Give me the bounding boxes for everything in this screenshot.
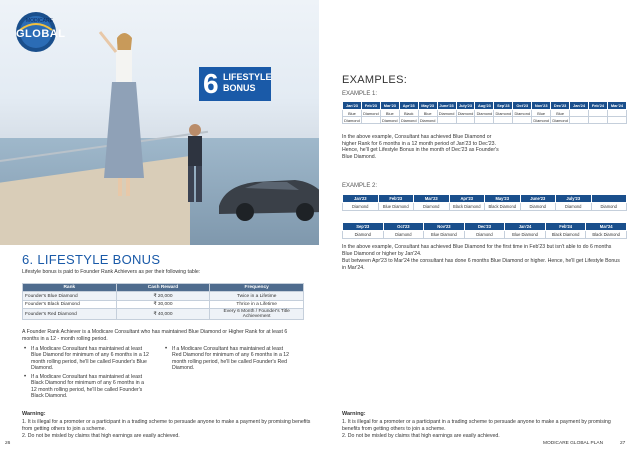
example-cell: Blue: [380, 110, 399, 117]
example-header: Jan'24: [570, 102, 589, 110]
example-cell: Blue Diamond: [505, 231, 546, 239]
example-cell: Diamond: [495, 110, 512, 116]
example-1-table: [342, 101, 627, 124]
section-title: 6. LIFESTYLE BONUS: [22, 252, 161, 267]
badge-line1: LIFESTYLE: [223, 72, 272, 82]
example-cell: Diamond: [383, 231, 424, 239]
example-cell: Diamond: [591, 203, 627, 211]
footer-label: MODICARE GLOBAL PLAN: [543, 441, 604, 446]
example-header: Apr'23: [399, 102, 418, 110]
example-header: Jan'23: [343, 102, 362, 110]
bullet-dot: •: [24, 374, 27, 380]
bullet-dot: •: [165, 346, 168, 352]
table-cell: ₹ 40,000: [116, 309, 210, 320]
example-cell: Diamond: [382, 117, 398, 123]
example-header: Dec'23: [551, 102, 570, 110]
example-cell: Diamond: [464, 231, 505, 239]
page-number-left: 26: [5, 441, 11, 446]
table-row: [23, 300, 304, 308]
example-cell: [513, 117, 532, 124]
example-cell: Diamond: [533, 117, 549, 123]
example-cell: Diamond: [400, 117, 417, 123]
example-2-table-b: [342, 222, 627, 239]
table-cell: ₹ 30,000: [116, 300, 210, 308]
logo-main-text: GLOBAL: [16, 28, 66, 40]
example-cell: [607, 117, 626, 124]
bullet-blue-diamond: If a Modicare Consultant has maintained at least Blue Diamond for minimum of any 6 months in a 12 month rolling period, he'll be called Founder's Blue Diamond.: [31, 346, 149, 372]
example-cell: Black Diamond: [449, 203, 485, 211]
example-header: May'23: [485, 195, 521, 203]
example-cell: Black: [399, 110, 418, 117]
example-cell: [588, 110, 607, 117]
example-header: Sep'23: [343, 223, 384, 231]
lifestyle-bonus-badge: [199, 67, 271, 101]
example-header: June'23: [520, 195, 556, 203]
example-2-explanation-1: In the above example, Consultant has achieved Blue Diamond for the first time in Feb'23 but isn't able to do 6 months Blue Diamond or higher by Jan'24.: [342, 244, 612, 257]
example-header: Feb'24: [588, 102, 607, 110]
table-row: [23, 292, 304, 300]
example-header: Nov'23: [424, 223, 465, 231]
table-row: [23, 309, 304, 320]
man-figure: [180, 122, 210, 204]
example-cell: Diamond: [457, 110, 474, 116]
bullet-dot: •: [24, 346, 27, 352]
example-cell: Diamond: [552, 117, 568, 123]
example-header: Jan'23: [343, 195, 379, 203]
example-header: June'23: [437, 102, 456, 110]
example-1-explanation: In the above example, Consultant has achieved Blue Diamond or higher Rank for 6 months in a 12 month period of Jan'23 to Dec'23. Hence, he'll get Lifestyle Bonus in the month of Dec'23 as Founder's Blue Diamond.: [342, 134, 499, 160]
example-cell: Diamond: [476, 110, 493, 116]
bullet-red-diamond: If a Modicare Consultant has maintained at least Red Diamond for minimum of any 6 months in a 12 month rolling period, he'll be called Founder's Red Diamond.: [172, 346, 290, 372]
modicare-global-logo: [6, 8, 70, 56]
examples-title: EXAMPLES:: [342, 74, 408, 86]
warning-title-right: Warning:: [342, 411, 366, 417]
lifestyle-table: [22, 283, 304, 320]
example-header: Feb'24: [545, 223, 586, 231]
example-cell: [570, 117, 589, 124]
example-cell: Blue Diamond: [378, 203, 414, 211]
example-cell: Blue: [418, 110, 437, 117]
example-cell: [570, 110, 589, 117]
example-header: Jan'24: [505, 223, 546, 231]
warning-line-2-right: 2. Do not be misled by claims that high earnings are easily achieved.: [342, 433, 500, 439]
table-cell: Founder's Blue Diamond: [23, 292, 117, 300]
badge-number: 6: [203, 68, 219, 99]
example-header: May'23: [418, 102, 437, 110]
example-cell: Diamond: [520, 203, 556, 211]
example-cell: Diamond: [438, 110, 455, 116]
example-cell: Black Diamond: [586, 231, 627, 239]
example-cell: [475, 117, 494, 124]
example-cell: [456, 117, 475, 124]
example-cell: Diamond: [556, 203, 592, 211]
example-header: [591, 195, 627, 203]
warning-line-1-right: 1. It is illegal for a promoter or a participant in a trading scheme to persuade anyone to make a payment by promising benefits from getting others to join a scheme.: [342, 419, 611, 432]
sports-car: [215, 168, 319, 223]
warning-line-2: 2. Do not be misled by claims that high earnings are easily achieved.: [22, 433, 180, 439]
example-2-label: EXAMPLE 2:: [342, 183, 378, 189]
example-header: Sep'23: [494, 102, 513, 110]
badge-line2: BONUS: [223, 83, 256, 93]
example-header: July'23: [556, 195, 592, 203]
table-cell: Founder's Red Diamond: [23, 309, 117, 320]
example-2-table-a: [342, 194, 627, 211]
example-cell: Black Diamond: [545, 231, 586, 239]
example-cell: Black Diamond: [485, 203, 521, 211]
example-cell: Blue: [532, 110, 551, 117]
example-cell: Blue Diamond: [424, 231, 465, 239]
table-cell: Twice in a Lifetime: [210, 292, 304, 300]
example-header: Oct'23: [513, 102, 532, 110]
section-intro: Lifestyle bonus is paid to Founder Rank Achievers as per their following table:: [22, 269, 201, 275]
example-cell: [494, 117, 513, 124]
hero-photo: [0, 0, 319, 245]
example-header: Apr'23: [449, 195, 485, 203]
table-header: Rank: [23, 284, 117, 292]
badge-text: [223, 72, 272, 94]
example-cell: [607, 110, 626, 117]
founder-rank-paragraph: A Founder Rank Achiever is a Modicare Consultant who has maintained Blue Diamond or Higher Rank for at least 6 months in a 12 - month rolling period.: [22, 329, 288, 342]
example-1-label: EXAMPLE 1:: [342, 91, 378, 97]
example-cell: [437, 117, 456, 124]
example-cell: Diamond: [363, 110, 379, 116]
example-header: Oct'23: [383, 223, 424, 231]
example-header: Dec'23: [464, 223, 505, 231]
table-header: Cash Reward: [116, 284, 210, 292]
example-cell: Diamond: [343, 231, 384, 239]
table-cell: Founder's Black Diamond: [23, 300, 117, 308]
example-cell: [361, 117, 380, 124]
table-cell: Every 6 Month / Founder's Title Achievement: [210, 309, 304, 320]
warning-title: Warning:: [22, 411, 46, 417]
example-header: Mar'24: [586, 223, 627, 231]
example-cell: Diamond: [343, 203, 379, 211]
example-header: July'23: [456, 102, 475, 110]
example-cell: Diamond: [344, 117, 360, 123]
warning-line-1: 1. It is illegal for a promoter or a participant in a trading scheme to persuade anyone to make a payment by promising benefits from getting others to join a scheme.: [22, 419, 311, 432]
table-cell: Thrice in a Lifetime: [210, 300, 304, 308]
example-header: Mar'23: [380, 102, 399, 110]
woman-figure: [92, 28, 152, 203]
example-header: Feb'23: [361, 102, 380, 110]
example-cell: Diamond: [414, 203, 450, 211]
example-cell: Diamond: [514, 110, 531, 116]
example-cell: Blue: [343, 110, 362, 117]
example-header: Nov'23: [532, 102, 551, 110]
example-cell: Blue: [551, 110, 570, 117]
logo-top-text: MODICARE: [26, 18, 53, 24]
bullet-black-diamond: If a Modicare Consultant has maintained at least Black Diamond for minimum of any 6 months in a 12 month rolling period, he'll be called Founder's Black Diamond.: [31, 374, 145, 400]
example-cell: Diamond: [419, 117, 436, 123]
table-header: Frequency: [210, 284, 304, 292]
page-number-right: 27: [620, 441, 626, 446]
example-cell: [588, 117, 607, 124]
table-cell: ₹ 20,000: [116, 292, 210, 300]
example-2-explanation-2: But between Apr'23 to Mar'24 the consultant has done 6 months Blue Diamond or higher. Hence, he'll get Lifestyle Bonus in Mar'24.: [342, 258, 620, 271]
example-header: Mar'23: [414, 195, 450, 203]
example-header: Feb'23: [378, 195, 414, 203]
example-header: Mar'24: [607, 102, 626, 110]
example-header: Aug'23: [475, 102, 494, 110]
